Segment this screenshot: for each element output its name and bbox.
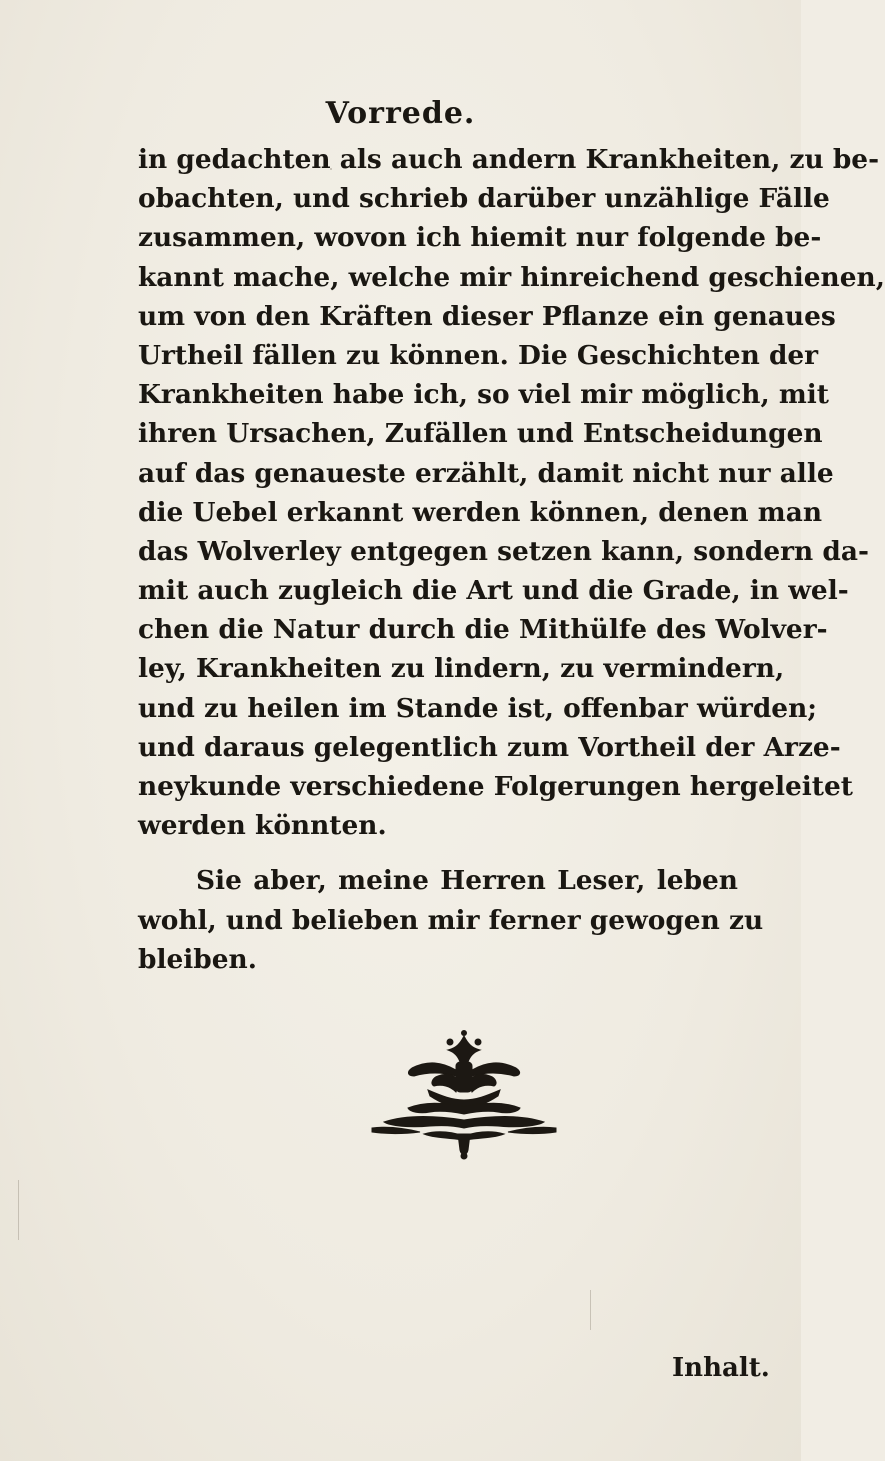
text-line: ley, Krankheiten zu lindern, zu vermindern,	[138, 653, 785, 685]
paper-speck	[590, 1290, 591, 1330]
text-line: die Uebel erkannt werden können, denen man	[138, 496, 823, 528]
paper-speck	[18, 1180, 19, 1240]
text-line: chen die Natur durch die Mithülfe des Wolver-	[138, 614, 828, 646]
text-line: mit auch zugleich die Art und die Grade, in wel-	[138, 575, 849, 607]
text-line: und daraus gelegentlich zum Vortheil der Arze-	[138, 731, 841, 763]
text-line: Urtheil fällen zu können. Die Geschichten der	[138, 339, 819, 371]
text-line: das Wolverley entgegen setzen kann, sondern da-	[138, 535, 869, 567]
text-line: Krankheiten habe ich, so viel mir möglich, mit	[138, 379, 830, 411]
floral-ornament-icon	[368, 1030, 560, 1160]
text-line: in gedachten als auch andern Krankheiten, zu be-	[138, 144, 880, 175]
body-text	[138, 140, 885, 979]
text-line: zusammen, wovon ich hiemit nur folgende be-	[138, 222, 822, 254]
text-line: ihren Ursachen, Zufällen und Entscheidungen	[138, 418, 823, 450]
paragraph-2	[138, 861, 764, 979]
text-line: auf das genaueste erzählt, damit nicht nur alle	[138, 457, 834, 489]
text-line: um von den Kräften dieser Pflanze ein genaues	[138, 300, 836, 332]
text-line: Sie aber, meine Herren Leser, leben	[196, 865, 738, 897]
catchword: Inhalt.	[672, 1353, 770, 1383]
text-line: neykunde verschiedene Folgerungen hergeleitet	[138, 771, 853, 802]
paragraph-gap	[138, 845, 738, 861]
text-line: werden könnten.	[138, 810, 387, 842]
text-line: wohl, und belieben mir ferner gewogen zu	[138, 904, 764, 936]
text-line: kannt mache, welche mir hinreichend geschienen,	[138, 261, 885, 293]
text-line: bleiben.	[138, 943, 257, 975]
running-head: Vorrede.	[325, 96, 476, 131]
paragraph-1	[138, 140, 885, 845]
text-line: obachten, und schrieb darüber unzählige Fälle	[138, 183, 830, 215]
text-line: und zu heilen im Stande ist, offenbar würden;	[138, 692, 817, 724]
